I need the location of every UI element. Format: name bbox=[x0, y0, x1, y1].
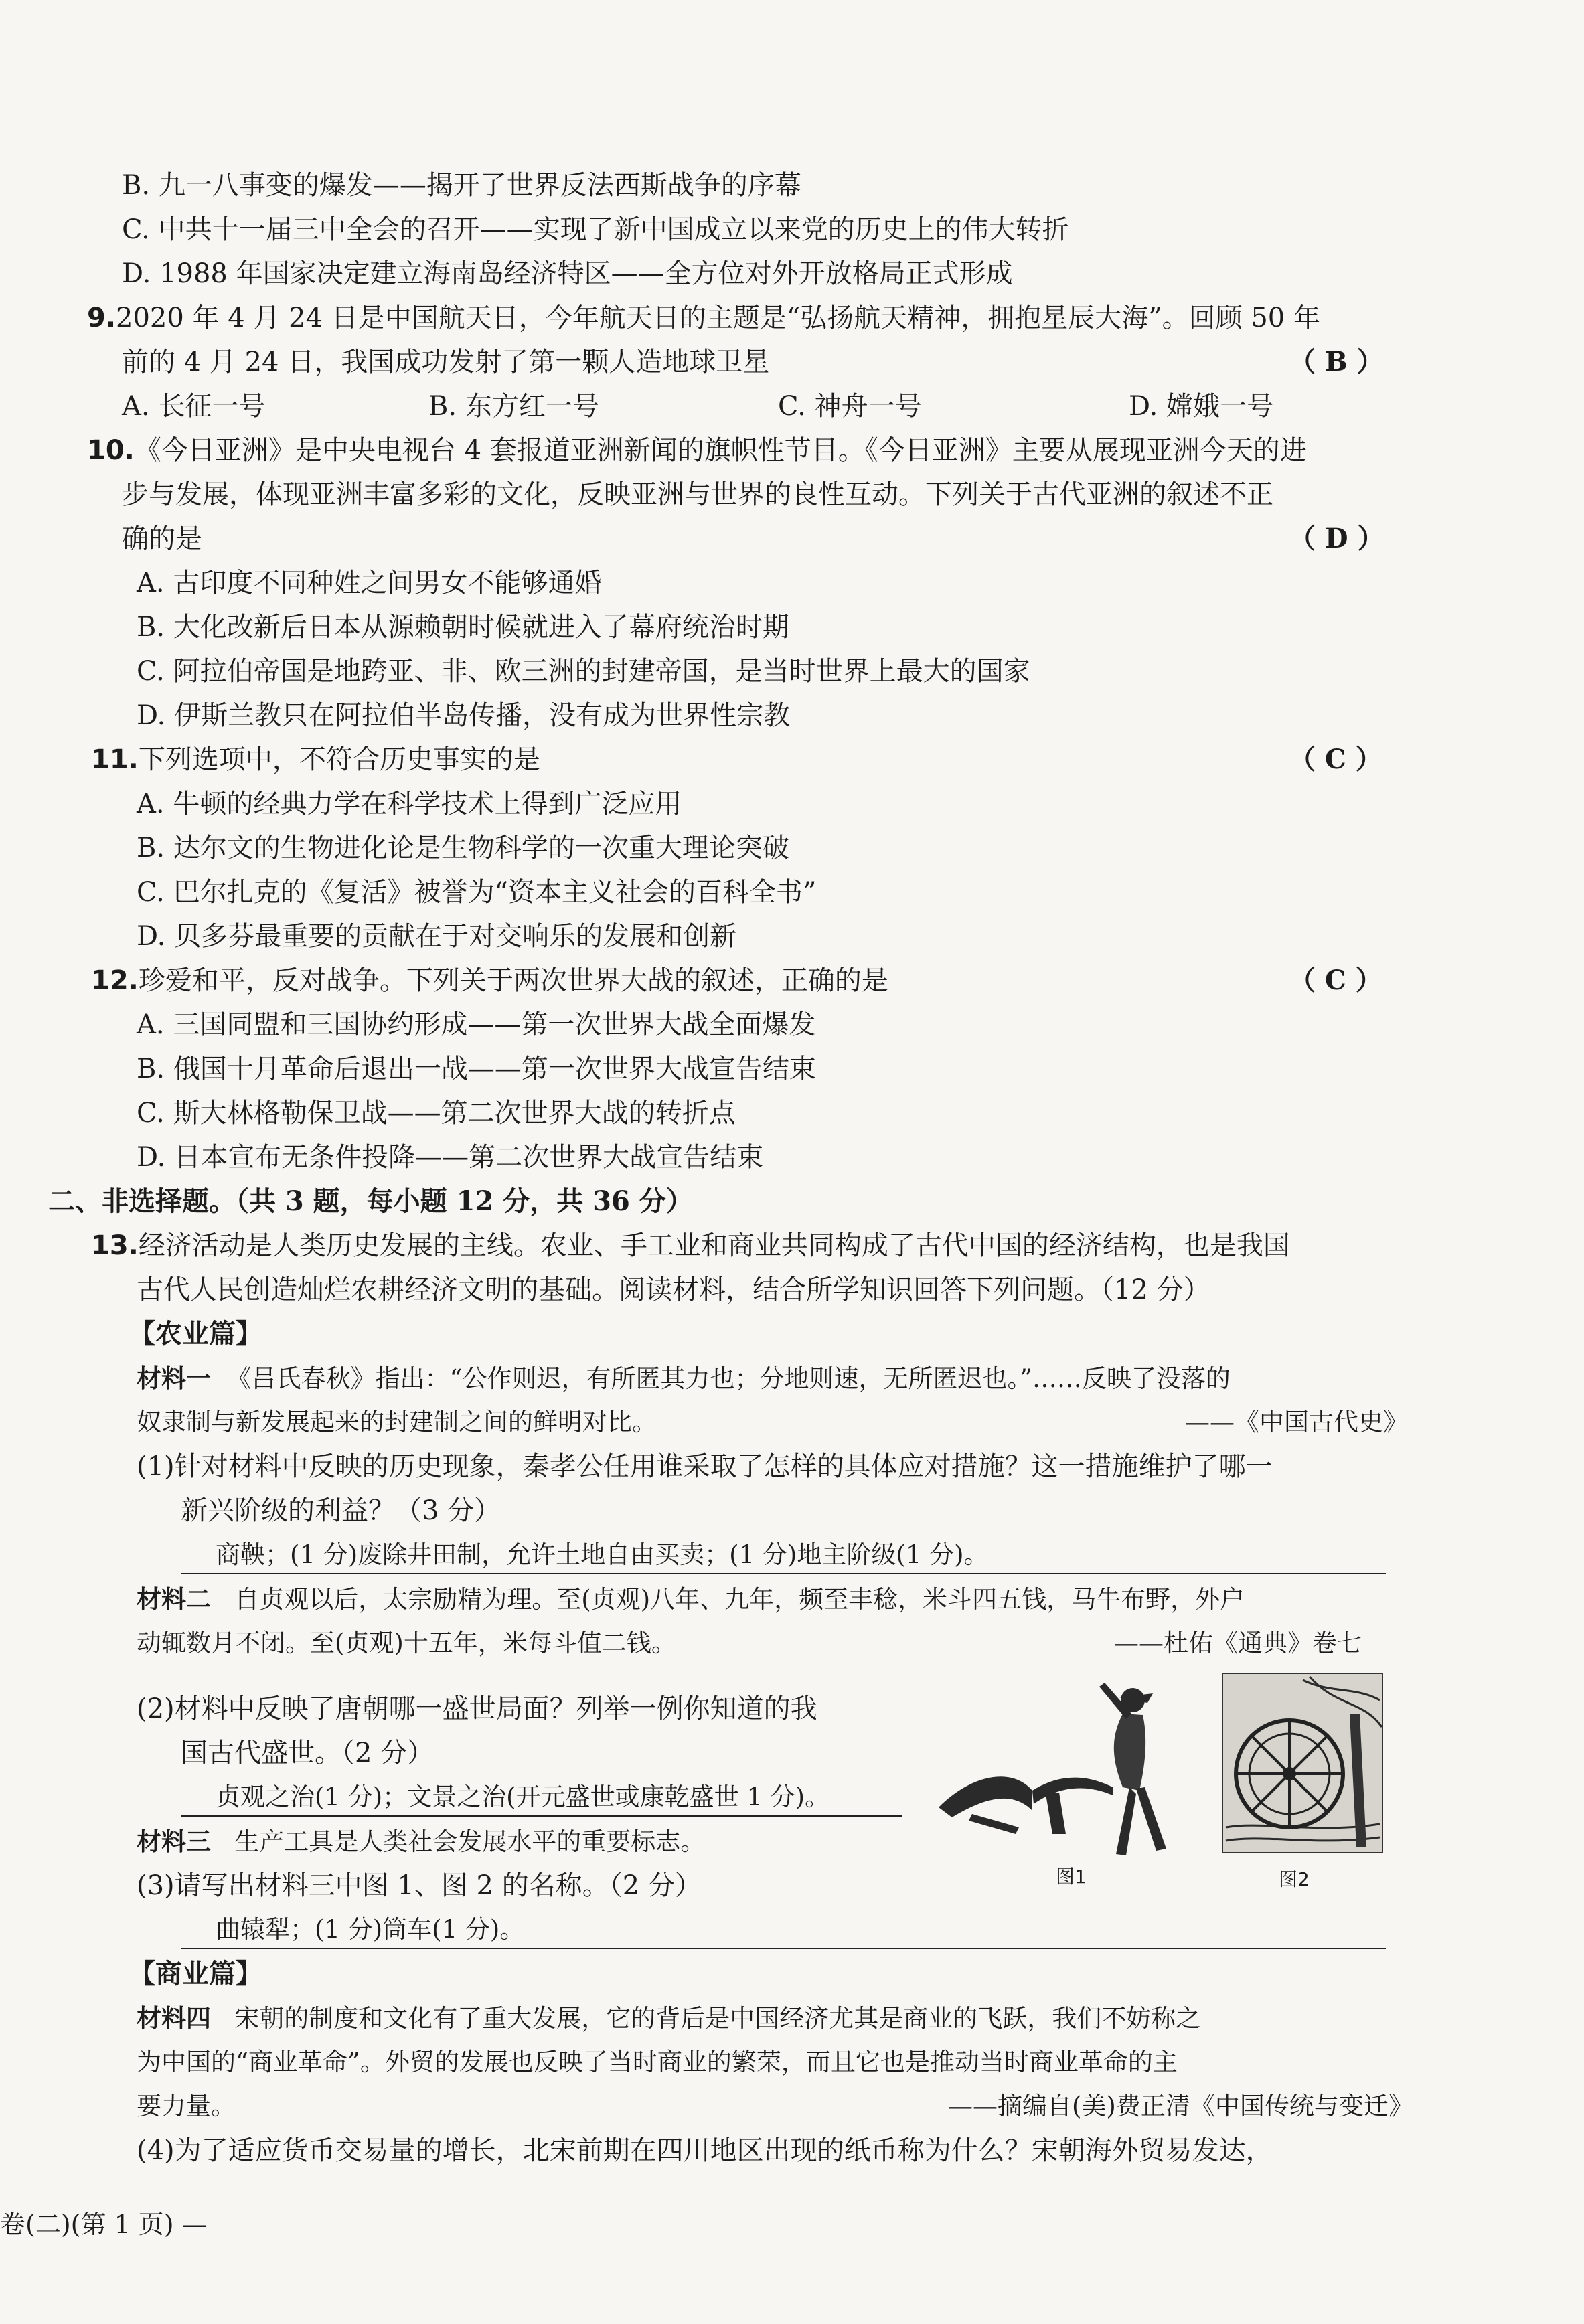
material-4-label: 材料四 bbox=[137, 2003, 211, 2033]
q11-stem bbox=[91, 738, 540, 782]
material-2-text: 自贞观以后，太宗励精为理。至(贞观)八年、九年，频至丰稔，米斗四五钱，马牛布野，外户 bbox=[234, 1585, 1245, 1614]
q9-option-c: C. 神舟一号 bbox=[778, 391, 922, 422]
figure-1-caption: 图1 bbox=[1056, 1865, 1087, 1888]
q13-sub1-line2: 新兴阶级的利益？（3 分） bbox=[181, 1495, 501, 1526]
q13-sub2-answer: 贞观之治(1 分)；文景之治(开元盛世或康乾盛世 1 分)。 bbox=[216, 1782, 830, 1811]
q12-option-d: D. 日本宣布无条件投降——第二次世界大战宣告结束 bbox=[137, 1142, 764, 1173]
q13-sub1-line1: (1)针对材料中反映的历史现象，秦孝公任用谁采取了怎样的具体应对措施？这一措施维护了哪一 bbox=[137, 1451, 1273, 1482]
q13-stem-line2: 古代人民创造灿烂农耕经济文明的基础。阅读材料，结合所学知识回答下列问题。（12 分） bbox=[137, 1274, 1210, 1305]
q11-option-c: C. 巴尔扎克的《复活》被誉为“资本主义社会的百科全书” bbox=[137, 877, 817, 908]
material-4-line2: 为中国的“商业革命”。外贸的发展也反映了当时商业的繁荣，而且它也是推动当时商业革命的主 bbox=[137, 2048, 1178, 2076]
q12-text: 珍爱和平，反对战争。下列关于两次世界大战的叙述，正确的是 bbox=[138, 965, 888, 996]
q12-stem bbox=[91, 959, 888, 1003]
q8-option-d: D. 1988 年国家决定建立海南岛经济特区——全方位对外开放格局正式形成 bbox=[122, 258, 1013, 289]
q11-option-a: A. 牛顿的经典力学在科学技术上得到广泛应用 bbox=[137, 788, 682, 819]
material-3-label: 材料三 bbox=[137, 1827, 211, 1856]
material-4-text: 宋朝的制度和文化有了重大发展，它的背后是中国经济尤其是商业的飞跃，我们不妨称之 bbox=[234, 2004, 1201, 2033]
q10-option-c: C. 阿拉伯帝国是地跨亚、非、欧三洲的封建帝国，是当时世界上最大的国家 bbox=[137, 656, 1030, 687]
q13-sub3-line1: (3)请写出材料三中图 1、图 2 的名称。（2 分） bbox=[137, 1870, 702, 1901]
q11-number: 11. bbox=[91, 744, 139, 775]
q9-option-a: A. 长征一号 bbox=[122, 391, 266, 422]
q11-option-d: D. 贝多芬最重要的贡献在于对交响乐的发展和创新 bbox=[137, 921, 737, 952]
q10-option-b: B. 大化改新后日本从源赖朝时候就进入了幕府统治时期 bbox=[137, 612, 789, 643]
agriculture-heading: 【农业篇】 bbox=[129, 1318, 262, 1349]
material-2-source: ——杜佑《通典》卷七 bbox=[1114, 1629, 1362, 1657]
q13-sub1-answer: 商鞅；(1 分)废除井田制，允许土地自由买卖；(1 分)地主阶级(1 分)。 bbox=[216, 1540, 989, 1569]
q10-answer: （ D ） bbox=[1289, 523, 1384, 554]
q9-number: 9. bbox=[87, 303, 116, 333]
q11-answer: （ C ） bbox=[1289, 744, 1382, 775]
material-4-line1 bbox=[137, 1996, 1200, 2040]
material-1-text: 《吕氏春秋》指出：“公作则迟，有所匿其力也；分地则速，无所匿迟也。”……反映了没落的 bbox=[226, 1364, 1231, 1393]
material-2-line1 bbox=[137, 1577, 1245, 1621]
q9-option-d: D. 嫦娥一号 bbox=[1129, 391, 1274, 422]
material-2-line2: 动辄数月不闭。至(贞观)十五年，米每斗值二钱。 bbox=[137, 1629, 676, 1657]
q13-sub2-line2: 国古代盛世。（2 分） bbox=[181, 1738, 434, 1768]
material-1-line1 bbox=[137, 1356, 1231, 1400]
q9-answer: （ B ） bbox=[1289, 346, 1384, 378]
material-1-source: ——《中国古代史》 bbox=[1185, 1408, 1408, 1436]
answer-line-2 bbox=[181, 1815, 902, 1817]
q13-sub4-line1: (4)为了适应货币交易量的增长，北宋前期在四川地区出现的纸币称为什么？宋朝海外贸易发达， bbox=[137, 2135, 1273, 2166]
material-4-source: ——摘编自(美)费正清《中国传统与变迁》 bbox=[948, 2092, 1413, 2121]
section-2-heading: 二、非选择题。（共 3 题，每小题 12 分，共 36 分） bbox=[48, 1185, 693, 1217]
answer-line-3 bbox=[181, 1948, 1386, 1949]
page-footer: 卷(二)(第 1 页) — bbox=[0, 2210, 208, 2239]
q13-text: 经济活动是人类历史发展的主线。农业、手工业和商业共同构成了古代中国的经济结构，也是我国 bbox=[138, 1230, 1290, 1261]
q10-option-d: D. 伊斯兰教只在阿拉伯半岛传播，没有成为世界性宗教 bbox=[137, 700, 791, 731]
q9-option-b: B. 东方红一号 bbox=[428, 391, 599, 422]
material-2-label: 材料二 bbox=[137, 1584, 211, 1614]
material-1-label: 材料一 bbox=[137, 1363, 211, 1393]
answer-line-1 bbox=[181, 1573, 1386, 1574]
q13-sub2-line1: (2)材料中反映了唐朝哪一盛世局面？列举一例你知道的我 bbox=[137, 1693, 817, 1724]
q10-text: 《今日亚洲》是中央电视台 4 套报道亚洲新闻的旗帜性节目。《今日亚洲》主要从展现亚洲今天的进 bbox=[134, 435, 1307, 466]
figure-1-plow-illustration bbox=[932, 1673, 1213, 1868]
q8-option-c: C. 中共十一届三中全会的召开——实现了新中国成立以来党的历史上的伟大转折 bbox=[122, 214, 1069, 245]
figure-2-waterwheel-illustration bbox=[1222, 1673, 1383, 1853]
material-4-line3: 要力量。 bbox=[137, 2092, 236, 2121]
material-1-line2: 奴隶制与新发展起来的封建制之间的鲜明对比。 bbox=[137, 1408, 657, 1436]
q9-stem-line2: 前的 4 月 24 日，我国成功发射了第一颗人造地球卫星 bbox=[122, 347, 770, 378]
q13-stem-line1 bbox=[91, 1224, 1290, 1268]
q11-option-b: B. 达尔文的生物进化论是生物科学的一次重大理论突破 bbox=[137, 833, 789, 863]
q12-option-a: A. 三国同盟和三国协约形成——第一次世界大战全面爆发 bbox=[137, 1009, 816, 1040]
material-3-line bbox=[137, 1819, 705, 1863]
q10-number: 10. bbox=[87, 435, 135, 466]
q13-sub3-answer: 曲辕犁；(1 分)筒车(1 分)。 bbox=[216, 1915, 525, 1944]
q12-number: 12. bbox=[91, 965, 139, 996]
q10-stem-line3: 确的是 bbox=[122, 523, 202, 554]
q9-text: 2020 年 4 月 24 日是中国航天日，今年航天日的主题是“弘扬航天精神，拥抱星辰大海”。回顾 50 年 bbox=[116, 303, 1320, 333]
q12-option-b: B. 俄国十月革命后退出一战——第一次世界大战宣告结束 bbox=[137, 1054, 816, 1084]
q11-text: 下列选项中，不符合历史事实的是 bbox=[138, 744, 540, 775]
material-3-text: 生产工具是人类社会发展水平的重要标志。 bbox=[234, 1827, 706, 1856]
q10-stem-line2: 步与发展，体现亚洲丰富多彩的文化，反映亚洲与世界的良性互动。下列关于古代亚洲的叙述不正 bbox=[122, 479, 1273, 510]
q10-stem-line1 bbox=[87, 428, 1307, 473]
commerce-heading: 【商业篇】 bbox=[129, 1958, 262, 1989]
q8-option-b: B. 九一八事变的爆发——揭开了世界反法西斯战争的序幕 bbox=[122, 170, 801, 201]
figure-2-caption: 图2 bbox=[1279, 1868, 1310, 1890]
q12-option-c: C. 斯大林格勒保卫战——第二次世界大战的转折点 bbox=[137, 1098, 736, 1129]
q12-answer: （ C ） bbox=[1289, 965, 1382, 996]
q13-number: 13. bbox=[91, 1230, 139, 1261]
q9-stem-line1 bbox=[87, 296, 1320, 340]
q10-option-a: A. 古印度不同种姓之间男女不能够通婚 bbox=[137, 568, 602, 598]
